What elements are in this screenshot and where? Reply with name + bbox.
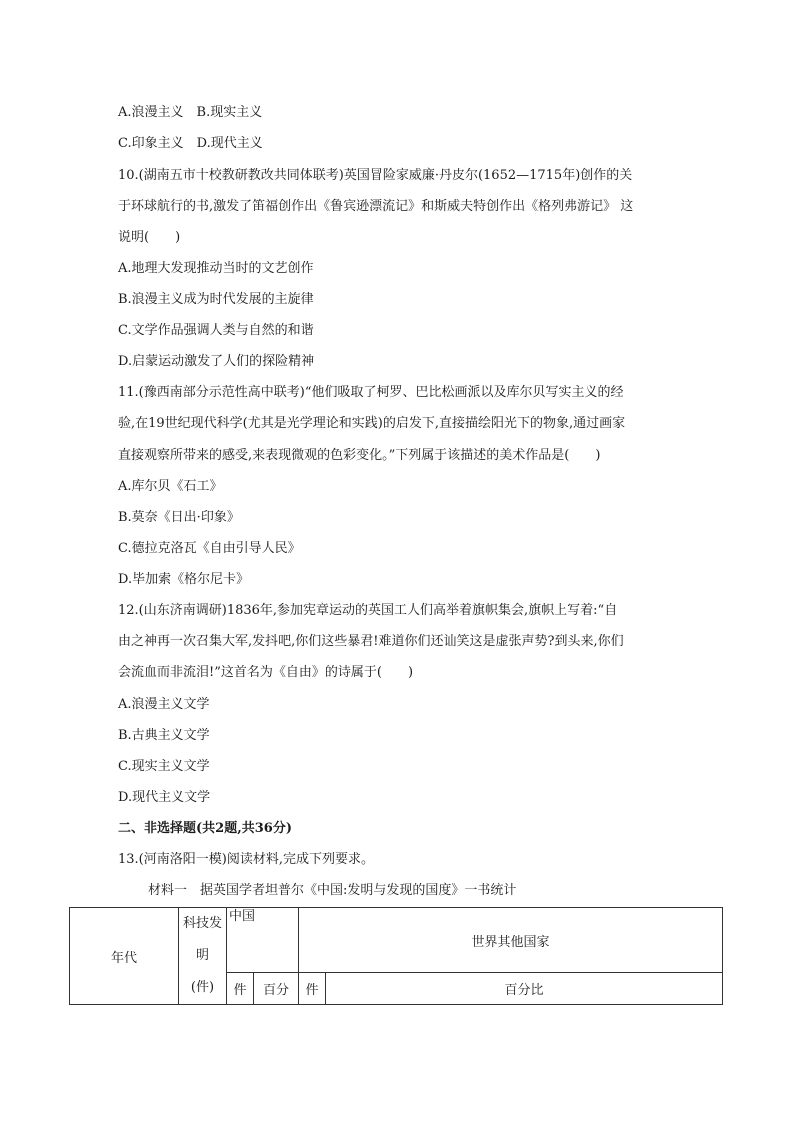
q13-stem: 13.(河南洛阳一模)阅读材料,完成下列要求。 bbox=[118, 852, 374, 867]
subheader-world-percent: 百分比 bbox=[326, 973, 723, 1005]
q11-stem-line3: 直接观察所带来的感受,来表现微观的色彩变化。”下列属于该描述的美术作品是( ) bbox=[118, 448, 601, 463]
q10-stem-line2: 于环球航行的书,激发了笛福创作出《鲁宾逊漂流记》和斯威夫特创作出《格列弗游记》 这 bbox=[118, 199, 634, 214]
subheader-world-count: 件 bbox=[299, 973, 326, 1005]
q12-option-d: D.现代主义文学 bbox=[118, 790, 211, 805]
q12-option-b: B.古典主义文学 bbox=[118, 728, 210, 743]
header-world: 世界其他国家 bbox=[299, 908, 723, 973]
statistics-table bbox=[69, 907, 723, 1005]
subheader-china-count: 件 bbox=[227, 973, 254, 1005]
q11-stem-line2: 验,在19世纪现代科学(尤其是光学理论和实践)的启发下,直接描绘阳光下的物象,通过画家 bbox=[118, 416, 626, 431]
q11-option-c: C.德拉克洛瓦《自由引导人民》 bbox=[118, 541, 301, 556]
header-keji-line3: (件) bbox=[190, 980, 215, 995]
material-caption: 材料一 据英国学者坦普尔《中国:发明与发现的国度》一书统计 bbox=[148, 883, 517, 898]
q10-option-a: A.地理大发现推动当时的文艺创作 bbox=[118, 261, 314, 276]
header-keji-line1: 科技发 bbox=[182, 916, 222, 931]
q12-stem-line2: 由之神再一次召集大军,发抖吧,你们这些暴君!难道你们还讪笑这是虚张声势?到头来,你们 bbox=[118, 634, 624, 649]
q9-options-line1: A.浪漫主义 B.现实主义 bbox=[118, 105, 263, 120]
header-year: 年代 bbox=[70, 908, 179, 1005]
header-china bbox=[227, 908, 299, 973]
q12-option-a: A.浪漫主义文学 bbox=[118, 697, 210, 712]
subheader-china-percent: 百分 bbox=[254, 973, 299, 1005]
header-keji bbox=[179, 908, 227, 1005]
q11-option-a: A.库尔贝《石工》 bbox=[118, 479, 223, 494]
q12-option-c: C.现实主义文学 bbox=[118, 759, 210, 774]
q12-stem-line3: 会流血而非流泪!”这首名为《自由》的诗属于( ) bbox=[118, 665, 414, 680]
q9-options-line2: C.印象主义 D.现代主义 bbox=[118, 136, 263, 151]
header-keji-line2: 明 bbox=[195, 948, 209, 963]
q11-option-d: D.毕加索《格尔尼卡》 bbox=[118, 572, 250, 587]
q10-stem-line3: 说明( ) bbox=[118, 230, 181, 245]
section-title: 二、非选择题(共2题,共36分) bbox=[118, 821, 292, 836]
header-china-label: 中国 bbox=[229, 909, 256, 924]
q11-stem-line1: 11.(豫西南部分示范性高中联考)“他们吸取了柯罗、巴比松画派以及库尔贝写实主义的经 bbox=[118, 385, 624, 400]
q12-stem-line1: 12.(山东济南调研)1836年,参加宪章运动的英国工人们高举着旗帜集会,旗帜上写着:“自 bbox=[118, 603, 618, 618]
q10-option-b: B.浪漫主义成为时代发展的主旋律 bbox=[118, 292, 314, 307]
q11-option-b: B.莫奈《日出·印象》 bbox=[118, 510, 240, 525]
q10-stem-line1: 10.(湖南五市十校教研教改共同体联考)英国冒险家威廉·丹皮尔(1652—1715年)创作的关 bbox=[118, 168, 633, 183]
q10-option-c: C.文学作品强调人类与自然的和谐 bbox=[118, 323, 314, 338]
q10-option-d: D.启蒙运动激发了人们的探险精神 bbox=[118, 354, 315, 369]
